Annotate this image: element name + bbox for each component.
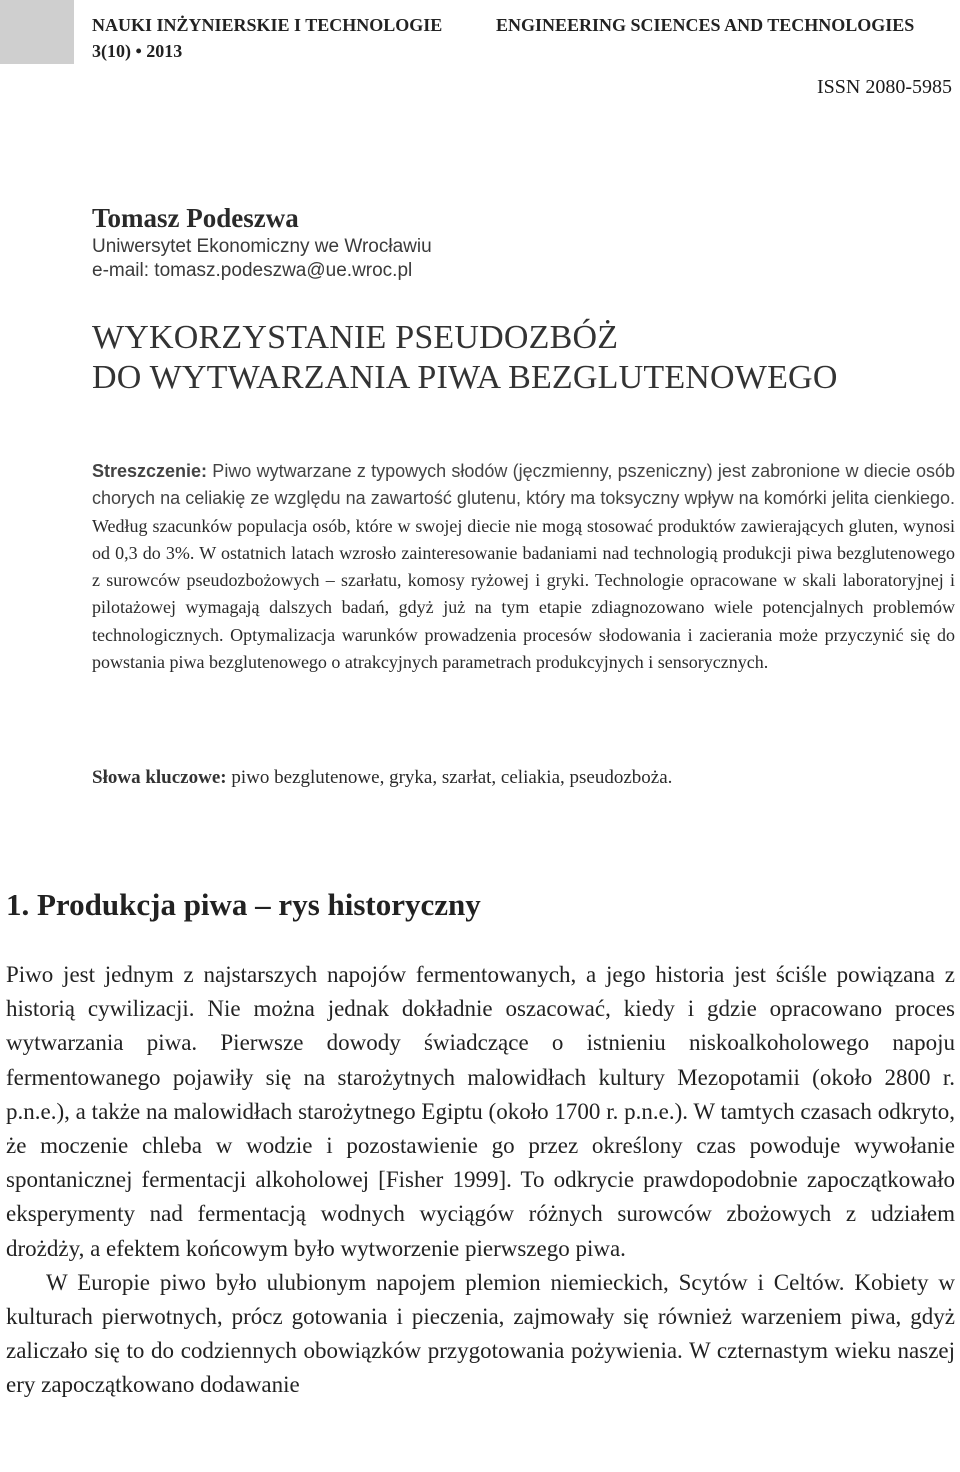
abstract	[92, 458, 955, 676]
journal-name-en: ENGINEERING SCIENCES AND TECHNOLOGIES	[496, 15, 915, 35]
keywords-label: Słowa kluczowe:	[92, 767, 227, 788]
paper-title-line-1: WYKORZYSTANIE PSEUDOZBÓŻ	[92, 319, 619, 356]
abstract-label: Streszczenie:	[92, 461, 208, 481]
journal-issue: 3(10) • 2013	[92, 41, 183, 61]
journal-name-pl: NAUKI INŻYNIERSKIE I TECHNOLOGIE	[92, 15, 443, 35]
keywords	[92, 764, 955, 791]
body-paragraph-2: W Europie piwo było ulubionym napojem plemion niemieckich, Scytów i Celtów. Kobiety w kulturach pierwotnych, prócz gotowania i pieczenia, zajmowały się również warzeniem piwa, gdyż zaliczało się to do codziennych obowiązków przygotowania pożywienia. W czternastym wieku naszej ery zapoczątkowano dodawanie	[6, 1269, 955, 1398]
section-heading: 1. Produkcja piwa – rys historyczny	[6, 887, 481, 922]
keywords-text: piwo bezglutenowe, gryka, szarłat, celiakia, pseudozboża.	[226, 767, 673, 788]
author-block	[92, 201, 432, 283]
issn-number: ISSN 2080-5985	[816, 76, 952, 98]
body-paragraph-1: Piwo jest jednym z najstarszych napojów fermentowanych, a jego historia jest ściśle powiązana z historią cywilizacji. Nie można jednak dokładnie oszacować, kiedy i gdzie opracowano proces wytwarzania piwa. Pierwsze dowody świadczące o istnieniu niskoalkoholowego napoju fermentowanego pojawiły się na starożytnych malowidłach kultury Mezopotamii (około 2800 r. p.n.e.), a także na malowidłach starożytnego Egiptu (około 1700 r. p.n.e.). W tamtych czasach odkryto, że moczenie chleba w wodzie i pozostawienie go przez określony czas powoduje wywołanie spontanicznej fermentacji alkoholowej [Fisher 1999]. To odkrycie prawdopodobnie zapoczątkowało eksperymenty nad fermentacją wodnych wyciągów różnych surowców zbożowych z udziałem drożdży, a efektem końcowym było wytworzenie pierwszego piwa.	[6, 962, 955, 1261]
paper-title	[92, 318, 838, 398]
author-name: Tomasz Podeszwa	[92, 203, 299, 233]
author-email: e-mail: tomasz.podeszwa@ue.wroc.pl	[92, 260, 413, 281]
abstract-text-part-2: Według szacunków populacja osób, które w swojej diecie nie mogą stosować produktów zawierających gluten, wynosi od 0,3 do 3%. W ostatnich latach wzrosło zainteresowanie badaniami nad technologią produkcji piwa bezglutenowego z surowców pseudozbożowych – szarłatu, komosy ryżowej i gryki. Technologie opracowane w skali laboratoryjnej i pilotażowej wymagają dalszych badań, gdyż już na tym etapie zdiagnozowano wiele potencjalnych problemów technologicznych. Optymalizacja warunków prowadzenia procesów słodowania i zacierania może przyczynić się do powstania piwa bezglutenowego o atrakcyjnych parametrach produkcyjnych i sensorycznych.	[92, 515, 955, 673]
header-gray-block	[0, 0, 74, 64]
journal-header-left	[92, 12, 442, 64]
abstract-text-part-1: Piwo wytwarzane z typowych słodów (jęczmienny, pszeniczny) jest zabronione w diecie osób chorych na celiakię ze względu na zawartość glutenu, który ma toksyczny wpływ na komórki jelita cienkiego.	[92, 461, 955, 509]
section-body	[6, 958, 955, 1403]
author-affiliation: Uniwersytet Ekonomiczny we Wrocławiu	[92, 236, 432, 257]
paper-title-line-2: DO WYTWARZANIA PIWA BEZGLUTENOWEGO	[92, 359, 838, 396]
